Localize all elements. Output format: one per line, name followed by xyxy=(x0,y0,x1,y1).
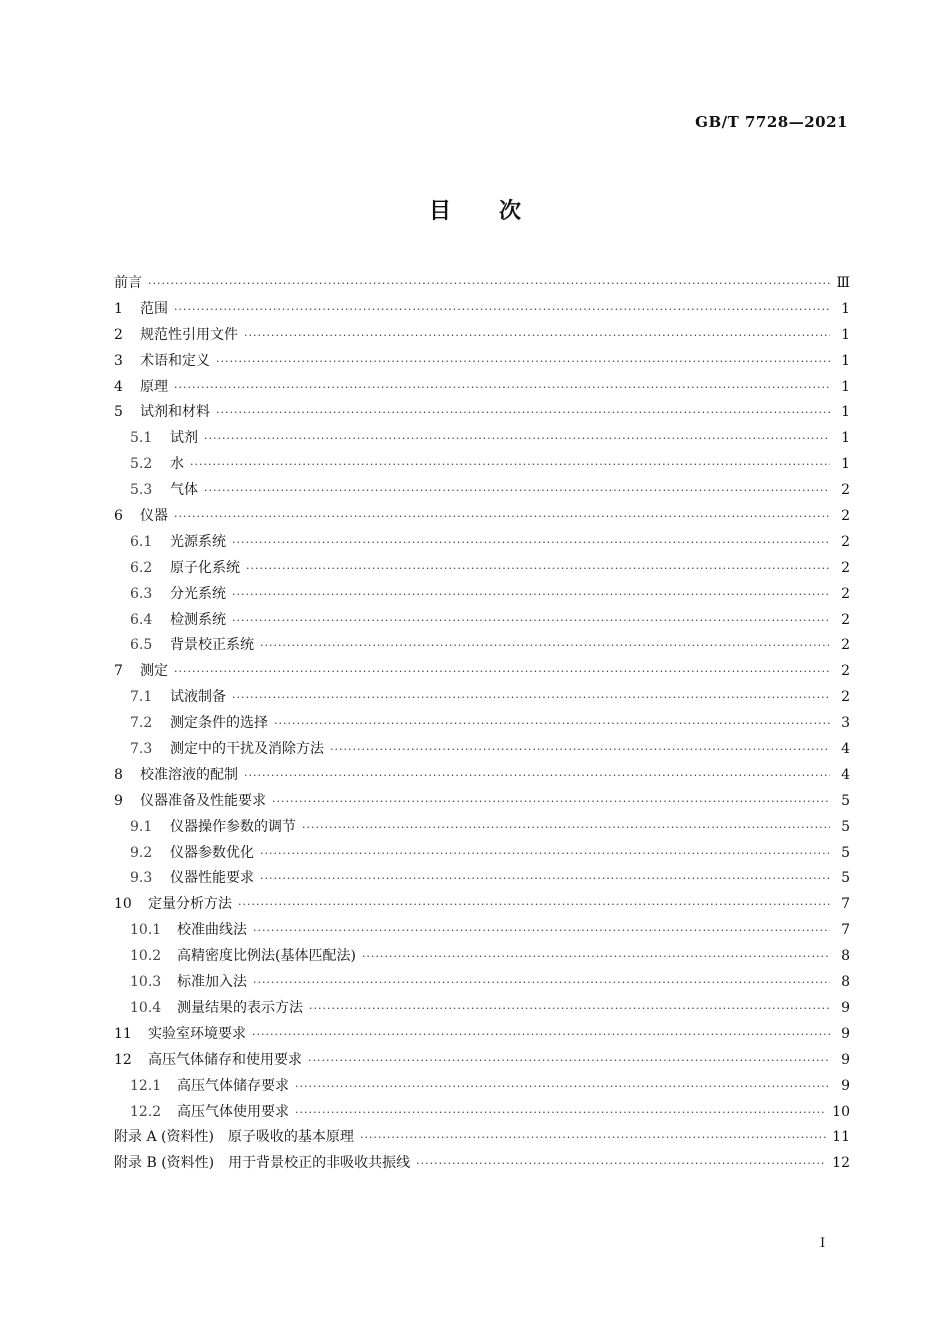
toc-entry-number: 6.2 xyxy=(130,559,153,576)
toc-entry-number: 12 xyxy=(114,1051,132,1068)
toc-entry-number: 6.4 xyxy=(130,611,153,628)
toc-entry-page: 9 xyxy=(841,1025,850,1042)
toc-entry[interactable] xyxy=(114,659,850,685)
toc-entry[interactable] xyxy=(114,1100,850,1126)
toc-entry-number: 5.2 xyxy=(130,456,153,473)
toc-entry[interactable] xyxy=(114,737,850,763)
toc-entry-label: 原子化系统 xyxy=(170,559,240,576)
toc-entry[interactable] xyxy=(114,271,850,297)
toc-entry-label: 气体 xyxy=(170,482,198,499)
toc-entry-page: 2 xyxy=(841,559,850,576)
toc-entry-page: 2 xyxy=(841,533,850,550)
toc-entry[interactable] xyxy=(114,815,850,841)
toc-entry-label: 标准加入法 xyxy=(177,974,247,991)
toc-entry-number: 10.3 xyxy=(130,974,162,991)
toc-entry-label: 试剂 xyxy=(170,430,198,447)
toc-leader-dots xyxy=(252,1022,830,1048)
toc-entry-page: 2 xyxy=(841,585,850,602)
toc-leader-dots xyxy=(174,297,830,323)
toc-leader-dots xyxy=(362,944,830,970)
toc-entry-number: 12.1 xyxy=(130,1077,162,1094)
toc-entry-label: 检测系统 xyxy=(170,611,226,628)
toc-entry[interactable] xyxy=(114,530,850,556)
toc-entry-label: 水 xyxy=(170,456,184,473)
toc-entry-page: 1 xyxy=(841,430,850,447)
toc-entry-number: 9.1 xyxy=(130,818,153,835)
toc-leader-dots xyxy=(174,375,830,401)
toc-entry-label: 测定 xyxy=(140,663,168,680)
toc-entry-label: 校准溶液的配制 xyxy=(140,766,238,783)
toc-title-left: 目 xyxy=(428,198,451,224)
toc-entry-label: 测定中的干扰及消除方法 xyxy=(170,741,324,758)
toc-leader-dots xyxy=(253,970,830,996)
toc-entry[interactable] xyxy=(114,608,850,634)
toc-leader-dots xyxy=(274,711,830,737)
toc-entry-label: 高压气体使用要求 xyxy=(177,1103,289,1120)
toc-entry-number: 9.3 xyxy=(130,870,153,887)
toc-entry-number: 10.1 xyxy=(130,922,162,939)
toc-leader-dots xyxy=(244,763,830,789)
toc-entry-number: 5.1 xyxy=(130,430,153,447)
toc-leader-dots xyxy=(174,659,830,685)
toc-leader-dots xyxy=(174,504,830,530)
toc-entry-label: 仪器 xyxy=(140,508,168,525)
toc-leader-dots xyxy=(232,530,830,556)
toc-entry-page: 2 xyxy=(841,689,850,706)
toc-leader-dots xyxy=(260,866,830,892)
toc-entry-label: 测量结果的表示方法 xyxy=(177,999,303,1016)
toc-entry-page: 4 xyxy=(841,766,850,783)
toc-entry-number: 9 xyxy=(114,792,123,809)
toc-entry-number: 1 xyxy=(114,300,123,317)
toc-entry-page: 1 xyxy=(841,456,850,473)
toc-leader-dots xyxy=(216,349,830,375)
toc-entry-page: 1 xyxy=(841,404,850,421)
toc-entry-label: 分光系统 xyxy=(170,585,226,602)
toc-entry-label: 仪器参数优化 xyxy=(170,844,254,861)
toc-entry[interactable] xyxy=(114,1048,850,1074)
toc-entry-number: 6.1 xyxy=(130,533,153,550)
toc-entry-label: 附录 A (资料性) 原子吸收的基本原理 xyxy=(114,1129,354,1146)
toc-leader-dots xyxy=(295,1074,830,1100)
toc-entry-page: 5 xyxy=(841,870,850,887)
toc-entry-page: 2 xyxy=(841,637,850,654)
toc-entry-number: 6 xyxy=(114,508,123,525)
toc-entry-label: 术语和定义 xyxy=(140,352,210,369)
toc-entry-label: 高压气体储存和使用要求 xyxy=(148,1051,302,1068)
toc-entry[interactable] xyxy=(114,685,850,711)
toc-entry-number: 4 xyxy=(114,378,123,395)
toc-title-right: 次 xyxy=(499,198,522,224)
toc-entry-number: 7.3 xyxy=(130,741,153,758)
toc-entry[interactable] xyxy=(114,789,850,815)
toc-entry-page: 9 xyxy=(841,999,850,1016)
toc-leader-dots xyxy=(148,271,830,297)
toc-entry-page: 2 xyxy=(841,611,850,628)
toc-entry[interactable] xyxy=(114,1151,850,1177)
toc-entry-number: 10.2 xyxy=(130,948,162,965)
toc-entry[interactable] xyxy=(114,478,850,504)
toc-entry-page: 7 xyxy=(841,922,850,939)
toc-entry-number: 5.3 xyxy=(130,482,153,499)
toc-entry-number: 6.3 xyxy=(130,585,153,602)
toc-entry-page: 9 xyxy=(841,1051,850,1068)
toc-entry-label: 规范性引用文件 xyxy=(140,326,238,343)
toc-leader-dots xyxy=(272,789,830,815)
toc-entry-number: 11 xyxy=(114,1025,132,1042)
toc-leader-dots xyxy=(232,685,830,711)
toc-entry[interactable] xyxy=(114,452,850,478)
toc-entry-label: 实验室环境要求 xyxy=(148,1025,246,1042)
toc-leader-dots xyxy=(216,400,830,426)
toc-entry[interactable] xyxy=(114,426,850,452)
toc-entry-label: 光源系统 xyxy=(170,533,226,550)
toc-leader-dots xyxy=(253,918,830,944)
toc-entry-label: 附录 B (资料性) 用于背景校正的非吸收共振线 xyxy=(114,1155,411,1172)
toc-entry-number: 3 xyxy=(114,352,123,369)
toc-entry[interactable] xyxy=(114,582,850,608)
toc-entry-page: 2 xyxy=(841,482,850,499)
toc-leader-dots xyxy=(309,996,830,1022)
toc-entry[interactable] xyxy=(114,996,850,1022)
toc-entry-number: 12.2 xyxy=(130,1103,162,1120)
toc-leader-dots xyxy=(260,633,830,659)
toc-leader-dots xyxy=(204,426,830,452)
toc-entry[interactable] xyxy=(114,504,850,530)
toc-entry-label: 测定条件的选择 xyxy=(170,715,268,732)
toc-entry-page: 8 xyxy=(841,974,850,991)
toc-entry-page: 10 xyxy=(832,1103,850,1120)
toc-entry-number: 7.1 xyxy=(130,689,153,706)
toc-entry-label: 前言 xyxy=(114,275,142,291)
toc-entry-number: 7 xyxy=(114,663,123,680)
toc-entry[interactable] xyxy=(114,400,850,426)
toc-entry-number: 7.2 xyxy=(130,715,153,732)
toc-entry-number: 2 xyxy=(114,326,123,343)
standard-code: GB/T 7728—2021 xyxy=(695,113,848,131)
toc-entry[interactable] xyxy=(114,1022,850,1048)
toc-entry[interactable] xyxy=(114,1074,850,1100)
toc-entry[interactable] xyxy=(114,556,850,582)
toc-entry-page: 2 xyxy=(841,508,850,525)
toc-entry-page: 5 xyxy=(841,844,850,861)
toc-title xyxy=(0,194,950,225)
toc-entry-page: 1 xyxy=(841,352,850,369)
toc-entry-label: 范围 xyxy=(140,300,168,317)
toc-entry-page: 11 xyxy=(832,1129,850,1146)
toc-entry-number: 10 xyxy=(114,896,132,913)
toc-entry-page: 1 xyxy=(841,326,850,343)
toc-entry-page: 5 xyxy=(841,818,850,835)
toc-leader-dots xyxy=(308,1048,830,1074)
toc-entry-label: 原理 xyxy=(140,378,168,395)
toc-entry[interactable] xyxy=(114,970,850,996)
toc-entry-page: 7 xyxy=(841,896,850,913)
toc-entry-number: 10.4 xyxy=(130,999,162,1016)
toc-leader-dots xyxy=(302,815,830,841)
toc-entry[interactable] xyxy=(114,297,850,323)
toc-entry-page: 1 xyxy=(841,300,850,317)
toc-leader-dots xyxy=(232,582,830,608)
toc-entry-page: 4 xyxy=(841,741,850,758)
toc-entry-page: 3 xyxy=(841,715,850,732)
toc-leader-dots xyxy=(260,841,830,867)
toc-entry-number: 5 xyxy=(114,404,123,421)
toc-entry-label: 高精密度比例法(基体匹配法) xyxy=(177,948,356,965)
table-of-contents xyxy=(114,271,850,1177)
toc-leader-dots xyxy=(232,608,830,634)
toc-entry[interactable] xyxy=(114,841,850,867)
toc-entry[interactable] xyxy=(114,918,850,944)
toc-entry[interactable] xyxy=(114,711,850,737)
toc-leader-dots xyxy=(330,737,830,763)
toc-entry-label: 校准曲线法 xyxy=(177,922,247,939)
toc-entry-page: 5 xyxy=(841,792,850,809)
toc-entry-page: 2 xyxy=(841,663,850,680)
toc-entry[interactable] xyxy=(114,323,850,349)
toc-leader-dots xyxy=(295,1100,826,1126)
toc-entry[interactable] xyxy=(114,944,850,970)
toc-entry[interactable] xyxy=(114,375,850,401)
toc-entry-label: 仪器操作参数的调节 xyxy=(170,818,296,835)
toc-entry-number: 9.2 xyxy=(130,844,153,861)
toc-entry-number: 8 xyxy=(114,766,123,783)
toc-leader-dots xyxy=(190,452,830,478)
toc-entry-label: 背景校正系统 xyxy=(170,637,254,654)
toc-entry-label: 定量分析方法 xyxy=(148,896,232,913)
toc-entry-page: 12 xyxy=(832,1155,850,1172)
toc-entry[interactable] xyxy=(114,633,850,659)
toc-entry-label: 高压气体储存要求 xyxy=(177,1077,289,1094)
toc-entry-page: 1 xyxy=(841,378,850,395)
toc-leader-dots xyxy=(238,892,830,918)
toc-entry[interactable] xyxy=(114,892,850,918)
toc-leader-dots xyxy=(416,1151,826,1177)
toc-entry[interactable] xyxy=(114,349,850,375)
toc-entry-label: 仪器性能要求 xyxy=(170,870,254,887)
toc-entry[interactable] xyxy=(114,1125,850,1151)
toc-leader-dots xyxy=(204,478,830,504)
toc-entry-label: 试液制备 xyxy=(170,689,226,706)
toc-entry[interactable] xyxy=(114,763,850,789)
toc-entry-number: 6.5 xyxy=(130,637,153,654)
toc-entry-label: 仪器准备及性能要求 xyxy=(140,792,266,809)
toc-entry-page: Ⅲ xyxy=(836,275,850,291)
page-number: I xyxy=(820,1236,826,1251)
toc-entry-label: 试剂和材料 xyxy=(140,404,210,421)
toc-entry-page: 9 xyxy=(841,1077,850,1094)
toc-leader-dots xyxy=(244,323,830,349)
toc-leader-dots xyxy=(246,556,830,582)
toc-entry-page: 8 xyxy=(841,948,850,965)
toc-entry[interactable] xyxy=(114,866,850,892)
toc-leader-dots xyxy=(360,1125,826,1151)
